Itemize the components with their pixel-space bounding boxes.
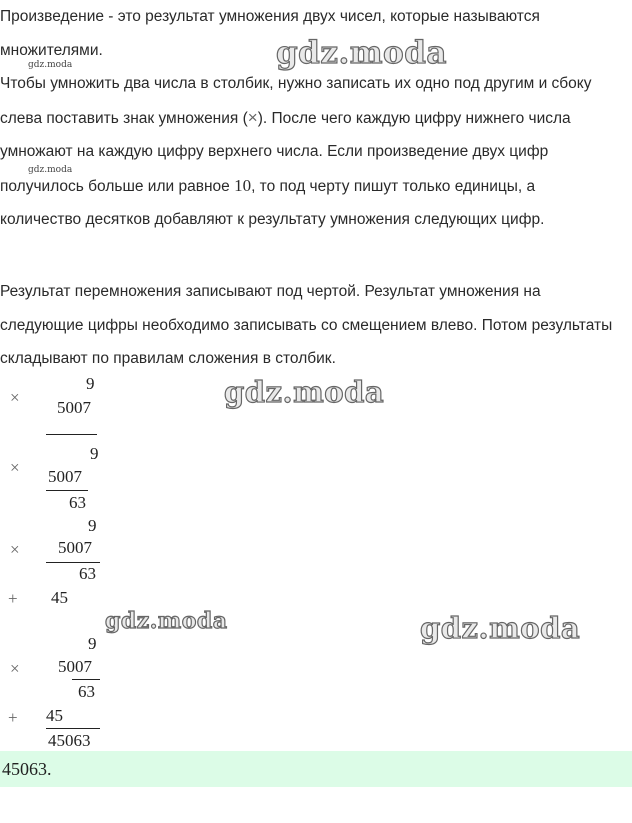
step1-multiplier: 5007 — [57, 398, 91, 417]
number-ten: 10 — [234, 175, 252, 195]
step3-plus-sign: + — [8, 589, 18, 608]
watermark-logo: gdz.moda — [105, 608, 228, 634]
step3-partial-2: 45 — [51, 588, 68, 607]
step4-times-sign: × — [10, 659, 20, 678]
watermark-small-logo: gdz.moda — [28, 60, 73, 70]
watermark-small-logo: gdz.moda — [28, 165, 73, 175]
answer-box — [0, 751, 632, 787]
step4-result: 45063 — [48, 731, 91, 750]
step4-rule-1 — [72, 679, 100, 680]
watermark-logo: gdz.moda — [420, 611, 581, 645]
step1-times-sign: × — [10, 388, 20, 407]
step3-multiplicand: 9 — [88, 516, 97, 535]
step4-partial-2: 45 — [46, 706, 63, 725]
step4-plus-sign: + — [8, 708, 18, 727]
paragraph-definition: Произведение - это результат умножения двух чисел, которые называются множителями. — [0, 8, 540, 59]
watermark-logo: gdz.moda — [224, 375, 385, 409]
step2-multiplicand: 9 — [90, 444, 99, 463]
times-symbol: × — [247, 107, 258, 127]
step4-partial-1: 63 — [78, 682, 95, 701]
watermark-logo: gdz.moda — [276, 35, 447, 71]
step2-partial: 63 — [69, 493, 86, 512]
column-multiplication — [0, 368, 632, 748]
step4-rule-2 — [46, 728, 100, 729]
step1-rule — [46, 434, 97, 435]
paragraph-result: Результат перемножения записывают под чертой. Результат умножения на следующие цифры необходимо записывать со смещением влево. Потом результаты складывают по правилам сложения в столбик. — [0, 283, 613, 367]
step4-multiplicand: 9 — [88, 634, 97, 653]
step3-multiplier: 5007 — [58, 538, 92, 557]
step2-times-sign: × — [10, 458, 20, 477]
answer-value: 45063. — [2, 759, 52, 779]
paragraph-method: Чтобы умножить два числа в столбик, нужно записать их одно под другим и сбоку слева поставить знак умножения (×). После чего каждую цифру нижнего числа умножают на каждую цифру верхнего числа. Если произведение двух цифр получилось больше или равное 10, то под черту пишут только единицы, а количество десятков добавляют к результату умножения следующих цифр. — [0, 75, 592, 228]
step2-multiplier: 5007 — [48, 467, 82, 486]
step1-multiplicand: 9 — [86, 374, 95, 393]
step3-rule — [46, 562, 100, 563]
step3-times-sign: × — [10, 540, 20, 559]
step2-rule — [46, 490, 88, 491]
step4-multiplier: 5007 — [58, 657, 92, 676]
step3-partial-1: 63 — [79, 564, 96, 583]
